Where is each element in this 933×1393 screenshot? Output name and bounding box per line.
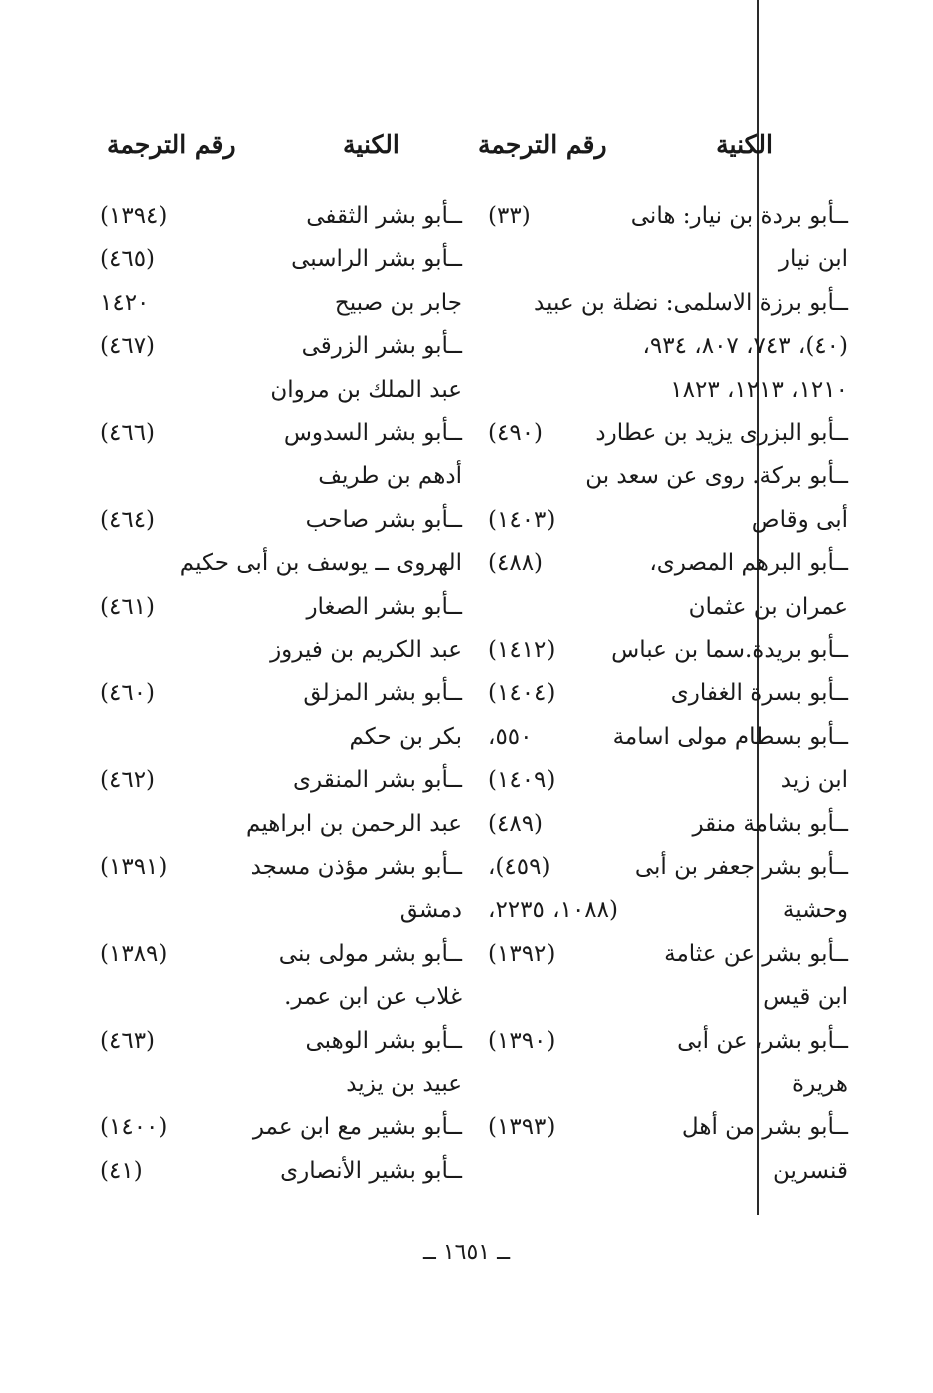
entry-name: عبيد بن يزيد [346,1071,462,1097]
entry-name: ــأبو بشر المنقرى [293,767,462,794]
entry-row [488,977,848,1017]
entry-row [488,1064,848,1104]
entry-number: (٤٦٣) [100,1027,156,1054]
entry-name: ــأبو برزة الاسلمى: نضلة بن عبيد [533,289,848,316]
entry-number: (١٣٨٩) [100,940,168,967]
entry-number: (١٤٠٩) [488,767,556,794]
entry-name: ــأبو بشير مع ابن عمر [252,1114,462,1141]
entry-row [488,760,848,800]
entry-row [100,456,462,496]
entry-name: بكر بن حكم [349,723,462,750]
entry-row [488,1151,848,1191]
entry-row [100,977,462,1017]
entry-row [100,1151,462,1191]
entry-number: (٤٨٩) [488,810,544,837]
entry-number: (٤٥٩)، [488,854,551,880]
entry-row [488,370,848,410]
entry-name: عبد الملك بن مروان [270,376,462,403]
entry-number: (١٣٩٣) [488,1114,556,1141]
header-left-number: رقم الترجمة [107,130,236,159]
entry-name: ــأبو بشامة منقر [692,810,848,837]
entry-name: ابن قيس [763,984,848,1011]
entry-row [488,283,848,323]
entry-row [100,1064,462,1104]
entry-number: (٤٨٨) [488,550,544,577]
entry-name: وحشية [782,897,848,924]
entry-name: (٤٠)، ٧٤٣، ٨٠٧، ٩٣٤، [642,333,848,360]
entry-row [488,717,848,757]
entry-row [488,890,848,930]
entry-name: ــأبو بشر، عن أبى [677,1027,848,1054]
entry-row [100,196,462,236]
entry-row [100,890,462,930]
entry-name: ــأبو بشر مولى بنى [278,940,462,967]
entry-row [488,804,848,844]
entry-name: ــأبو بشر جعفر بن أبى [634,854,848,880]
entry-row [100,326,462,366]
entry-name: ابن زيد [780,767,848,794]
entry-number: (١٤١٢) [488,637,556,663]
entry-name: دمشق [399,897,462,924]
entry-number: (١٣٩٢) [488,940,556,967]
entry-name: ــأبو بشر الراسبى [291,246,462,273]
entry-number: (٤٦١) [100,593,156,620]
entry-row [100,1107,462,1147]
entry-name: عمران بن عثمان [688,593,848,620]
entry-number: (٤١) [100,1157,143,1184]
entry-number: (١٤٠٤) [488,680,556,707]
entry-name: ــأبو البرهم المصرى، [649,550,848,577]
entry-number: (١٠٨٨، ٢٢٣٥، [488,897,618,924]
entry-row [100,239,462,279]
entry-row [100,500,462,540]
entry-name: ــأبو بركة. روى عن سعد بن [585,463,848,490]
page-number: ــ ١٦٥١ ــ [422,1240,511,1265]
entry-row [488,500,848,540]
entry-row [100,370,462,410]
entry-number: (١٤٠٠) [100,1114,168,1141]
entry-name: جابر بن صبيح [334,289,462,316]
entry-number: (٤٦٦) [100,420,156,446]
entry-name: ــأبو بريدة.سما بن عباس [611,637,848,663]
entry-name: أدهم بن طريف [318,463,462,490]
entry-row [100,673,462,713]
entry-row [488,413,848,453]
entry-name: ــأبو بسطام مولى اسامة [612,723,848,750]
header-right-number: رقم الترجمة [478,130,607,159]
entry-row [488,543,848,583]
entry-name: ابن نيار [778,246,848,273]
entry-name: غلاب عن ابن عمر. [284,984,462,1011]
entry-number: (١٣٩١) [100,854,168,880]
entry-row [488,326,848,366]
entry-row [488,239,848,279]
entry-row [488,456,848,496]
entry-name: ــأبو بسرة الغفارى [670,680,848,707]
entry-row [100,804,462,844]
entry-name: قنسرين [772,1157,848,1184]
entry-row [488,1021,848,1061]
entry-name: ــأبو بشر عن عثامة [664,940,848,967]
entry-name: ــأبو بشر الوهبى [305,1027,462,1054]
entry-number: (٤٩٠) [488,420,544,446]
entry-row [100,413,462,453]
entry-name: ــأبو بشر الصغار [306,593,462,620]
entry-row [100,283,462,323]
entry-row [100,717,462,757]
entry-number: (١٤٠٣) [488,506,556,533]
entry-row [100,543,462,583]
entry-number: (٤٦٥) [100,246,156,273]
entry-number: (٤٦٤) [100,506,156,533]
entry-name: الهروى ــ يوسف بن أبى حكيم [179,550,462,577]
entry-number: (٤٦٢) [100,767,156,794]
entry-name: ــأبو البزرى يزيد بن عطارد [595,420,848,446]
entry-name: أبى وقاص [751,506,848,533]
entry-row [488,934,848,974]
entry-row [488,630,848,670]
header-right-name: الكنية [716,130,773,159]
entry-name: ــأبو بشر صاحب [305,506,462,533]
entry-row [100,630,462,670]
entry-name: ــأبو بشر السدوس [283,420,462,446]
entry-name: ــأبو بشير الأنصارى [280,1157,462,1184]
entry-number: (٤٦٧) [100,333,156,360]
entry-row [488,1107,848,1147]
entry-name: عبد الرحمن بن ابراهيم [246,810,462,837]
entry-row [100,1021,462,1061]
entry-number: (٤٦٠) [100,680,156,707]
header-left-name: الكنية [343,130,400,159]
entry-row [100,587,462,627]
entry-name: ــأبو بشر الثقفى [306,203,462,229]
entry-number: (١٣٩٠) [488,1027,556,1054]
entry-name: هريرة [792,1071,848,1097]
entry-row [488,673,848,713]
entry-name: ــأبو بشر المزلق [303,680,462,707]
entry-number: ٥٥٠، [488,723,533,750]
entry-name: عبد الكريم بن فيروز [270,637,462,663]
entry-number: ١٤٢٠ [100,289,150,316]
entry-number: (٣٣) [488,203,531,229]
entry-row [488,587,848,627]
entry-name: ١٢١٠، ١٢١٣، ١٨٢٣ [670,376,848,403]
entry-name: ــأبو بردة بن نيار: هانى [630,203,848,229]
entry-name: ــأبو بشر من أهل [681,1114,848,1141]
entry-name: ــأبو بشر مؤذن مسجد [250,854,462,880]
entry-name: ــأبو بشر الزرقى [301,333,462,360]
entry-number: (١٣٩٤) [100,203,168,229]
entry-row [100,847,462,887]
entry-row [488,847,848,887]
entry-row [100,934,462,974]
entry-row [100,760,462,800]
entry-row [488,196,848,236]
